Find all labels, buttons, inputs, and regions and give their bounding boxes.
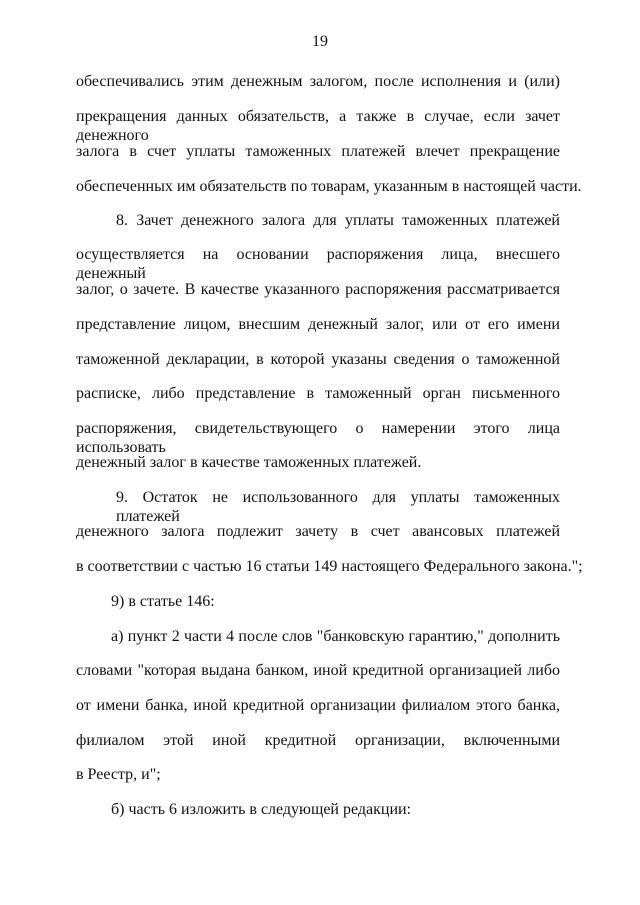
text-line: залога в счет уплаты таможенных платежей влечет прекращение xyxy=(76,143,560,160)
text-line: в Реестр, и"; xyxy=(76,766,161,783)
text-line: 9) в статье 146: xyxy=(111,593,215,610)
text-line: денежный залог в качестве таможенных платежей. xyxy=(76,454,422,471)
text-line: 9. Остаток не использованного для уплаты таможенных платежей xyxy=(116,489,560,525)
text-line: б) часть 6 изложить в следующей редакции: xyxy=(111,801,412,818)
text-line: осуществляется на основании распоряжения лица, внесшего денежный xyxy=(76,246,560,282)
text-line: прекращения данных обязательств, а также в случае, если зачет денежного xyxy=(76,108,560,144)
text-line: обеспеченных им обязательств по товарам, указанным в настоящей части. xyxy=(76,178,582,195)
text-line: в соответствии с частью 16 статьи 149 настоящего Федерального закона."; xyxy=(76,558,583,575)
text-line: от имени банка, иной кредитной организации филиалом этого банка, xyxy=(76,697,560,714)
text-line: залог, о зачете. В качестве указанного распоряжения рассматривается xyxy=(76,281,560,298)
text-line: расписке, либо представление в таможенный орган письменного xyxy=(76,385,560,402)
page-number: 19 xyxy=(312,33,328,50)
text-line: денежного залога подлежит зачету в счет авансовых платежей xyxy=(76,523,560,540)
text-line: а) пункт 2 части 4 после слов "банковскую гарантию," дополнить xyxy=(111,628,560,645)
text-line: представление лицом, внесшим денежный залог, или от его имени xyxy=(76,316,560,333)
text-line: 8. Зачет денежного залога для уплаты таможенных платежей xyxy=(116,212,560,229)
text-line: филиалом этой иной кредитной организации, включенными xyxy=(76,732,560,749)
text-line: таможенной декларации, в которой указаны сведения о таможенной xyxy=(76,351,560,368)
text-line: обеспечивались этим денежным залогом, после исполнения и (или) xyxy=(76,73,560,90)
text-line: распоряжения, свидетельствующего о намерении этого лица использовать xyxy=(76,420,560,456)
text-line: словами "которая выдана банком, иной кредитной организацией либо xyxy=(76,662,560,679)
